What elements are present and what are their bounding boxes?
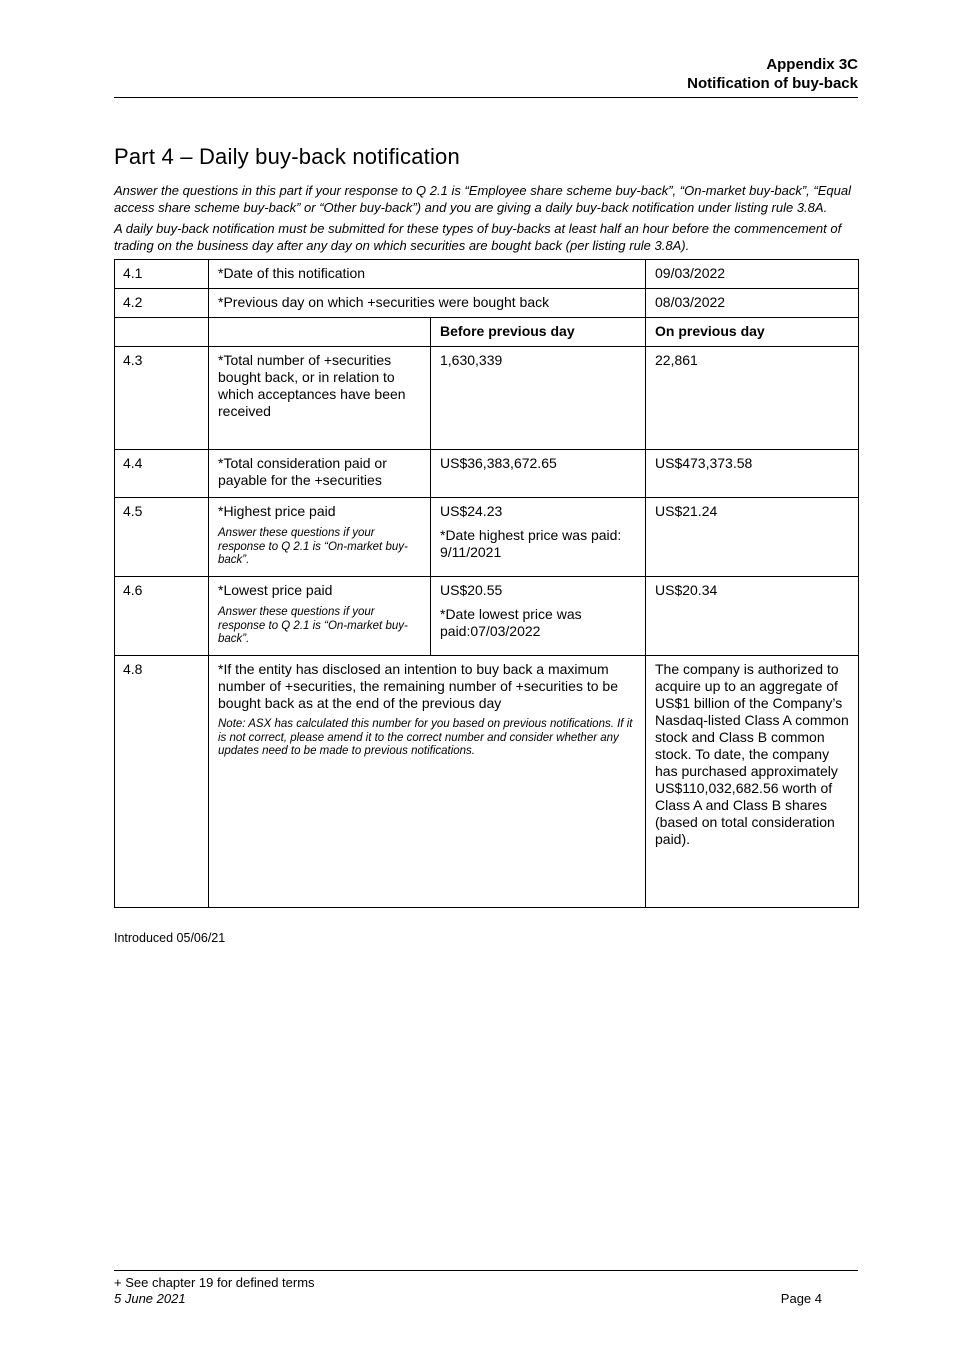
answer-remaining-securities: The company is authorized to acquire up to an aggregate of US$1 billion of the Company’s Nasdaq-listed Class A common stock and Class B common stock. To date, the company has purchased approximately US$110,032,682.56 worth of Class A and Class B shares (based on total consideration paid).: [646, 656, 859, 908]
answer-lowest-price-before-cell: [431, 577, 646, 656]
table-row-4-4: [115, 450, 859, 498]
footer-defined-terms: + See chapter 19 for defined terms: [114, 1275, 315, 1290]
answer-lowest-price: US$20.55: [440, 582, 503, 598]
intro-paragraph-2: A daily buy-back notification must be submitted for these types of buy-backs at least half an hour before the commencement of trading on the business day after any day on which securities are bought back (per listing rule 3.8A).: [114, 221, 842, 253]
buyback-notification-table: [114, 259, 859, 908]
question-label: *Highest price paid: [218, 503, 336, 519]
appendix-title: Appendix 3C: [766, 56, 858, 73]
question-number: 4.1: [115, 260, 209, 289]
footer-page-number: Page 4: [780, 1291, 822, 1306]
question-note: Answer these questions if your response to Q 2.1 is “On-market buy-back”.: [218, 527, 408, 566]
question-number: 4.2: [115, 289, 209, 318]
appendix-subtitle: Notification of buy-back: [687, 75, 858, 92]
question-label: *Lowest price paid: [218, 582, 333, 598]
answer-total-number-before: 1,630,339: [431, 347, 646, 450]
answer-consideration-before: US$36,383,672.65: [431, 450, 646, 498]
footer-date: 5 June 2021: [114, 1291, 186, 1306]
empty-cell: [115, 318, 209, 347]
answer-previous-day: 08/03/2022: [646, 289, 859, 318]
question-note: Answer these questions if your response to Q 2.1 is “On-market buy-back”.: [218, 606, 408, 645]
question-number: 4.8: [115, 656, 209, 908]
table-row-4-6: [115, 577, 859, 656]
document-header: [687, 55, 858, 93]
footer-rule: [114, 1270, 858, 1271]
question-label: *Date of this notification: [209, 260, 646, 289]
question-label: *Previous day on which +securities were bought back: [209, 289, 646, 318]
answer-highest-price: US$24.23: [440, 503, 503, 519]
question-number: 4.6: [115, 577, 209, 656]
answer-total-number-on: 22,861: [646, 347, 859, 450]
question-number: 4.5: [115, 498, 209, 577]
answer-date-notification: 09/03/2022: [646, 260, 859, 289]
question-cell: [209, 656, 646, 908]
question-cell: [209, 498, 431, 577]
header-rule: [114, 97, 858, 98]
empty-cell: [209, 318, 431, 347]
answer-lowest-price-on: US$20.34: [646, 577, 859, 656]
answer-highest-price-on: US$21.24: [646, 498, 859, 577]
table-row-4-5: [115, 498, 859, 577]
question-label: *Total consideration paid or payable for the +securities: [209, 450, 431, 498]
question-cell: [209, 577, 431, 656]
part-title: Part 4 – Daily buy-back notification: [114, 144, 460, 169]
intro-paragraph-1: Answer the questions in this part if your response to Q 2.1 is “Employee share scheme buy-back”, “On-market buy-back”, “Equal access share scheme buy-back” or “Other buy-back”) and you are giving a daily buy-back notification under listing rule 3.8A.: [114, 183, 851, 215]
question-label: *Total number of +securities bought back, or in relation to which acceptances have been received: [209, 347, 431, 450]
answer-lowest-price-date: *Date lowest price was paid:07/03/2022: [440, 606, 582, 639]
question-label: *If the entity has disclosed an intention to buy back a maximum number of +securities, the remaining number of +securities to be bought back as at the end of the previous day: [218, 661, 618, 711]
table-row-4-3: [115, 347, 859, 450]
question-note: Note: ASX has calculated this number for you based on previous notifications. If it is not correct, please amend it to the correct number and consider whether any updates need to be made to previous notifications.: [218, 718, 633, 757]
introduced-note: Introduced 05/06/21: [114, 931, 226, 945]
question-number: 4.3: [115, 347, 209, 450]
question-number: 4.4: [115, 450, 209, 498]
table-column-header-row: [115, 318, 859, 347]
table-row-4-8: [115, 656, 859, 908]
table-row-4-1: [115, 260, 859, 289]
column-header-before-previous-day: Before previous day: [431, 318, 646, 347]
answer-highest-price-date: *Date highest price was paid: 9/11/2021: [440, 527, 622, 560]
table-row-4-2: [115, 289, 859, 318]
answer-highest-price-before-cell: [431, 498, 646, 577]
column-header-on-previous-day: On previous day: [646, 318, 859, 347]
answer-consideration-on: US$473,373.58: [646, 450, 859, 498]
